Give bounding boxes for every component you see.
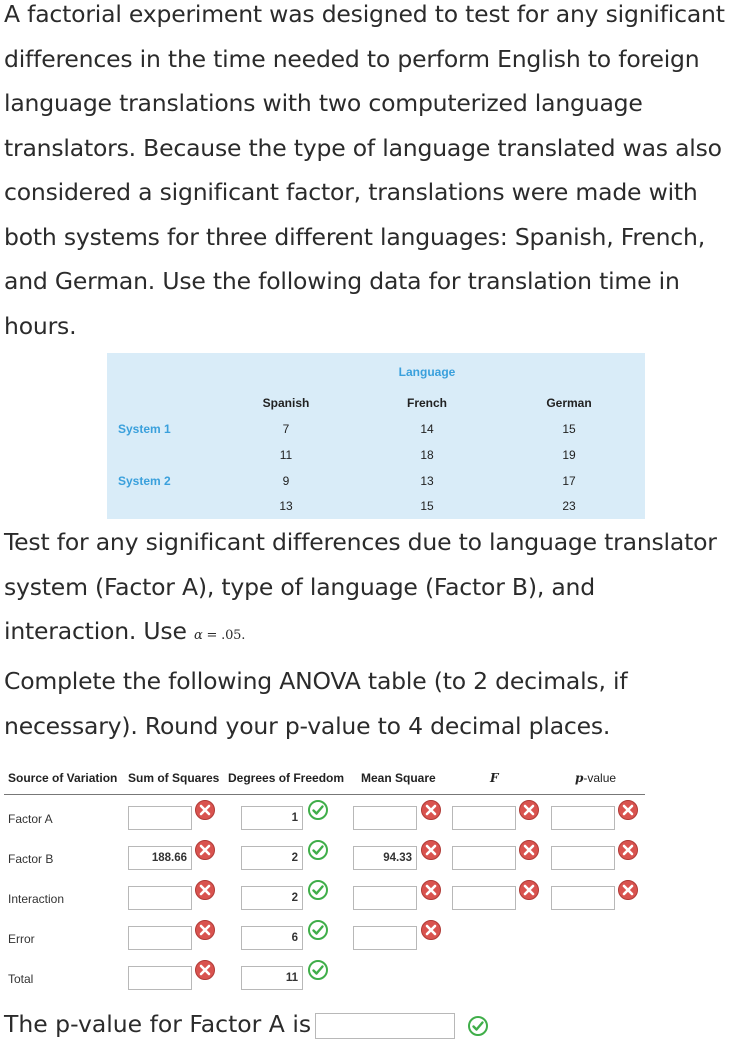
factor-a-df-input[interactable]: 1 — [241, 806, 303, 830]
header-ss: Sum of Squares — [128, 771, 220, 785]
check-circle-icon — [307, 919, 329, 941]
col-header-german: German — [546, 396, 592, 410]
factor-b-f-input[interactable] — [452, 846, 516, 870]
error-df-input[interactable]: 6 — [241, 926, 303, 950]
interaction-df-input[interactable]: 2 — [241, 886, 303, 910]
problem-intro: A factorial experiment was designed to test for any significant differences in the time needed to perform English to foreign language translations with two computerized language translators. Because the type of language translated was also considered a significant factor, translations were made with both systems for three different languages: Spanish, French, and German. Use the following data for translation time in hours. — [4, 0, 725, 340]
table-cell: 19 — [562, 448, 576, 462]
factor-b-p-input[interactable] — [551, 846, 615, 870]
header-f: F — [490, 771, 499, 785]
table-cell: 15 — [420, 499, 434, 513]
header-df: Degrees of Freedom — [228, 771, 345, 785]
factor-a-p-value-select[interactable] — [315, 1013, 455, 1039]
col-header-spanish: Spanish — [262, 396, 310, 410]
table-cell: 23 — [562, 499, 576, 513]
anova-instructions: Complete the following ANOVA table (to 2 decimals, if necessary). Round your p-value to 4 decimal places. — [4, 667, 628, 740]
x-circle-icon — [194, 799, 216, 821]
table-cell: 14 — [420, 422, 434, 436]
error-ss-input[interactable] — [128, 926, 192, 950]
row-label-error: Error — [8, 932, 35, 946]
x-circle-icon — [617, 839, 639, 861]
language-header: Language — [398, 365, 456, 379]
x-circle-icon — [518, 799, 540, 821]
table-cell: 18 — [420, 448, 434, 462]
x-circle-icon — [420, 799, 442, 821]
interaction-f-input[interactable] — [452, 886, 516, 910]
data-table — [107, 353, 645, 519]
check-circle-icon — [307, 879, 329, 901]
alpha-expression — [194, 628, 241, 643]
row-label-system-1: System 1 — [118, 422, 171, 436]
x-circle-icon — [420, 839, 442, 861]
x-circle-icon — [194, 879, 216, 901]
total-df-input[interactable]: 11 — [241, 966, 303, 990]
p-value-question — [4, 1004, 489, 1044]
factor-a-ms-input[interactable] — [353, 806, 417, 830]
alpha-period: . — [241, 628, 246, 643]
factor-b-df-input[interactable]: 2 — [241, 846, 303, 870]
x-circle-icon — [420, 879, 442, 901]
x-circle-icon — [194, 959, 216, 981]
header-source: Source of Variation — [8, 771, 118, 785]
x-circle-icon — [194, 919, 216, 941]
alpha-symbol: α — [194, 628, 203, 643]
anova-table — [0, 760, 737, 990]
factor-a-f-input[interactable] — [452, 806, 516, 830]
interaction-ms-input[interactable] — [353, 886, 417, 910]
col-header-french: French — [406, 396, 447, 410]
header-p — [575, 771, 616, 785]
interaction-p-input[interactable] — [551, 886, 615, 910]
header-p-suffix: -value — [583, 771, 617, 785]
row-label-factor-a: Factor A — [8, 812, 53, 826]
x-circle-icon — [617, 879, 639, 901]
factor-a-ss-input[interactable] — [128, 806, 192, 830]
table-cell: 13 — [279, 499, 293, 513]
factor-b-ss-input[interactable]: 188.66 — [128, 846, 192, 870]
test-text: Test for any significant differences due to language translator system (Factor A), type of language (Factor B), and interaction. Use — [4, 528, 717, 645]
check-circle-icon — [307, 799, 329, 821]
row-label-total: Total — [8, 972, 34, 986]
table-cell: 9 — [282, 474, 290, 488]
test-instructions — [4, 520, 732, 659]
header-divider — [4, 794, 645, 795]
p-value-question-text: The p-value for Factor A is — [4, 1010, 312, 1038]
x-circle-icon — [194, 839, 216, 861]
x-circle-icon — [420, 919, 442, 941]
table-cell: 11 — [279, 448, 293, 462]
table-cell: 7 — [282, 422, 290, 436]
x-circle-icon — [617, 799, 639, 821]
row-label-factor-b: Factor B — [8, 852, 54, 866]
header-p-letter: p — [575, 771, 584, 785]
factor-b-ms-input[interactable]: 94.33 — [353, 846, 417, 870]
error-ms-input[interactable] — [353, 926, 417, 950]
alpha-value: = .05 — [202, 628, 242, 643]
interaction-ss-input[interactable] — [128, 886, 192, 910]
header-ms: Mean Square — [361, 771, 436, 785]
row-label-system-2: System 2 — [118, 474, 171, 488]
row-label-interaction: Interaction — [8, 892, 65, 906]
x-circle-icon — [518, 879, 540, 901]
table-cell: 15 — [562, 422, 576, 436]
factor-a-p-input[interactable] — [551, 806, 615, 830]
check-circle-icon — [307, 839, 329, 861]
x-circle-icon — [518, 839, 540, 861]
table-cell: 17 — [562, 474, 576, 488]
check-circle-icon — [467, 1015, 489, 1037]
table-cell: 13 — [420, 474, 434, 488]
total-ss-input[interactable] — [128, 966, 192, 990]
check-circle-icon — [307, 959, 329, 981]
